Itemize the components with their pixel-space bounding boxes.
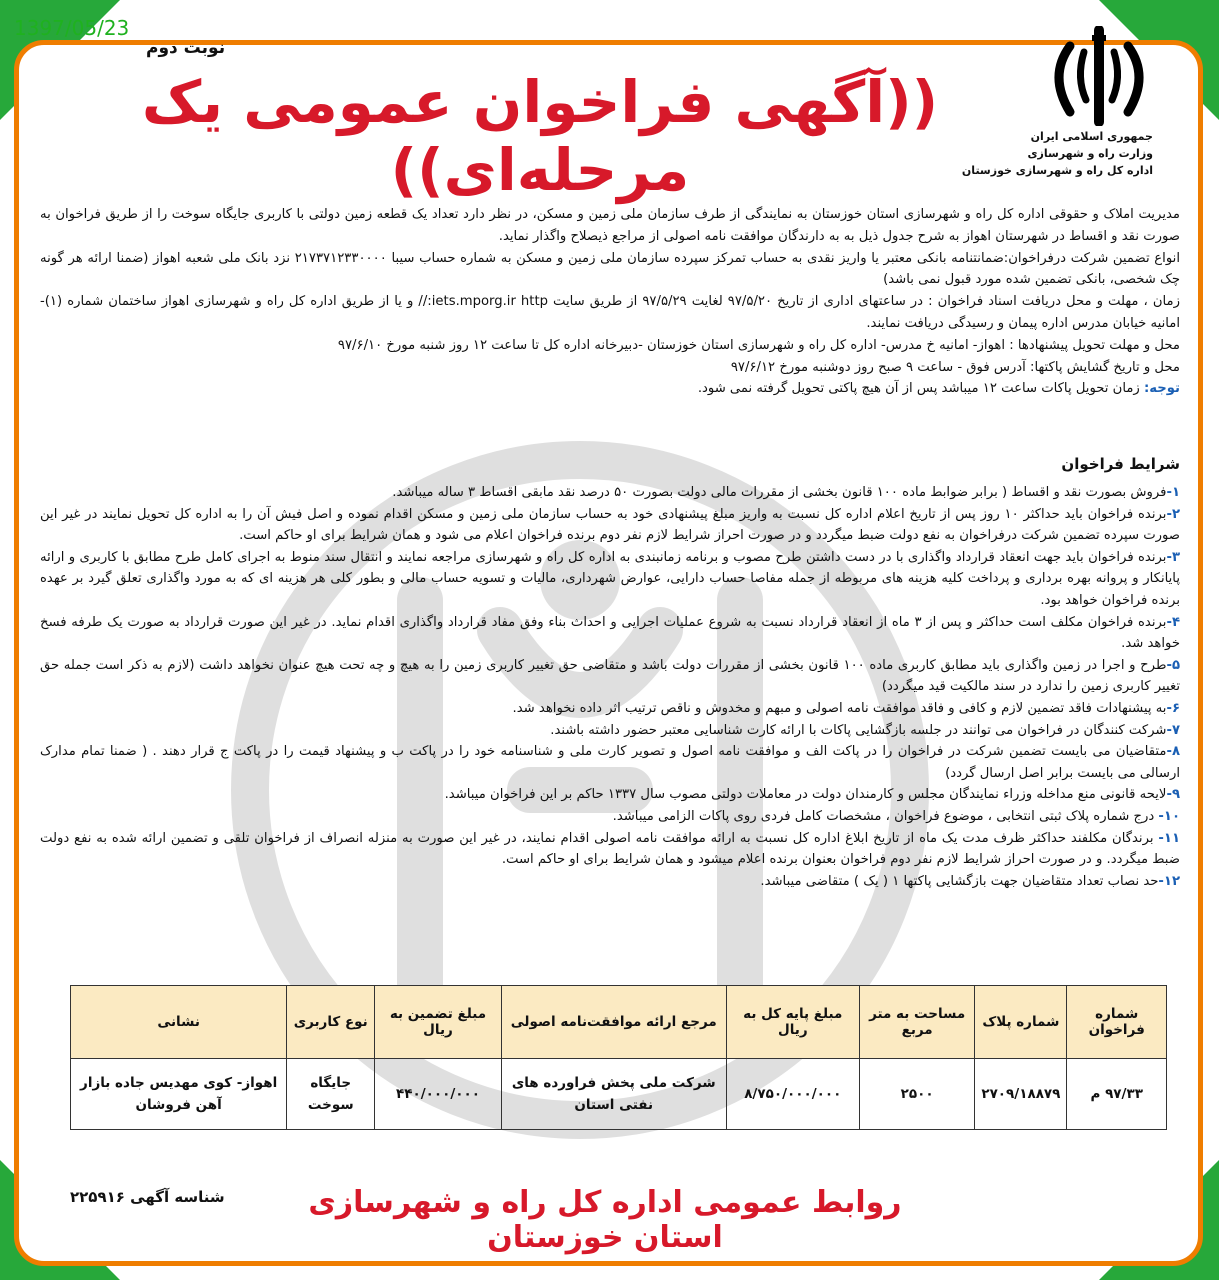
footer-title: روابط عمومی اداره کل راه و شهرسازی استان خوزستان bbox=[308, 1185, 902, 1255]
conditions-title: شرایط فراخوان bbox=[1061, 455, 1180, 473]
ministry-line-2: وزارت راه و شهرسازی bbox=[1027, 147, 1153, 160]
condition-number: ۲- bbox=[1166, 506, 1181, 522]
intro-paragraph-3: زمان ، مهلت و محل دریافت اسناد فراخوان : در ساعتهای اداری از تاریخ ۹۷/۵/۲۰ لغایت ۹۷/۵/۲۹ از طریق سایت iets.mporg.ir http:// و یا از طریق اداره کل راه و شهرسازی اهواز ساختمان شماره (۱)- امانیه خیابان مدرس اداره پیمان و رسیدگی دریافت نمایند. bbox=[40, 294, 1180, 331]
intro-paragraph-5: محل و تاریخ گشایش پاکتها: آدرس فوق - ساعت ۹ صبح روز دوشنبه مورخ ۹۷/۶/۱۲ bbox=[730, 359, 1180, 375]
condition-text: برنده فراخوان باید جهت انعقاد قرارداد واگذاری با در دست داشتن طرح مصوب و برنامه زمانبندی به اداره کل راه و شهرسازی مراجعه نمایند و انتقال سند منوط به اجرای کامل طرح مطابق با کاربری و ارائه پایانکار و پروانه بهره برداری و پرداخت کلیه هزینه های مربوطه از جمله مفاصا حساب دارایی، عوارض شهرداری، مالیات و تسویه حساب مالی و بطور کلی هر هزینه ای که به مورد واگذاری تعلق گیرد بر عهده برنده فراخوان خواهد بود. bbox=[40, 549, 1180, 608]
condition-text: متقاضیان می بایست تضمین شرکت در فراخوان را در پاکت الف و موافقت نامه اصول و تصویر کارت ملی و شناسنامه خود را در پاکت ب و پیشنهاد قیمت را در پاکت ج قرار دهند . ( ضمنا تمام مدارک ارسالی می بایست برابر اصل ارسال گردد) bbox=[40, 744, 1180, 781]
cell-address: اهواز- کوی مهدیس جاده بازار آهن فروشان bbox=[71, 1059, 287, 1130]
condition-text: درج شماره پلاک ثبتی انتخابی ، موضوع فراخوان ، مشخصات کامل فردی روی پاکات الزامی میباشد. bbox=[612, 808, 1159, 824]
date-stamp: 1397/05/23 bbox=[14, 16, 130, 40]
condition-item bbox=[40, 547, 1180, 612]
condition-number: ۱۰- bbox=[1158, 808, 1180, 824]
condition-text: شرکت کنندگان در فراخوان می توانند در جلسه بازگشایی پاکات با ارائه کارت شناسایی معتبر حضور داشته باشند. bbox=[550, 722, 1167, 738]
condition-item bbox=[40, 720, 1180, 742]
cell-base-price: ۸/۷۵۰/۰۰۰/۰۰۰ bbox=[726, 1059, 859, 1130]
publication-turn: نوبت دوم bbox=[146, 38, 226, 58]
condition-item bbox=[40, 871, 1180, 893]
header-address: نشانی bbox=[71, 986, 287, 1059]
cell-usage: جایگاه سوخت bbox=[287, 1059, 375, 1130]
condition-item bbox=[40, 806, 1180, 828]
condition-number: ۹- bbox=[1166, 787, 1180, 803]
condition-number: ۴- bbox=[1166, 614, 1180, 630]
ad-id: شناسه آگهی ۲۲۵۹۱۶ bbox=[70, 1188, 225, 1206]
header-guarantee: مبلغ تضمین به ریال bbox=[375, 986, 502, 1059]
cell-area: ۲۵۰۰ bbox=[859, 1059, 974, 1130]
condition-item bbox=[40, 828, 1180, 871]
note-text: زمان تحویل پاکات ساعت ۱۲ میباشد پس از آن هیچ پاکتی تحویل گرفته نمی شود. bbox=[697, 381, 1144, 397]
header-call-number: شماره فراخوان bbox=[1067, 986, 1167, 1059]
condition-item bbox=[40, 504, 1180, 547]
condition-number: ۱۱- bbox=[1158, 830, 1180, 846]
header-area: مساحت به متر مربع bbox=[859, 986, 974, 1059]
intro-note bbox=[40, 378, 1180, 400]
condition-number: ۱- bbox=[1166, 485, 1180, 500]
condition-item bbox=[40, 612, 1180, 655]
land-table bbox=[70, 985, 1167, 1130]
condition-text: برندگان مکلفند حداکثر ظرف مدت یک ماه از تاریخ ابلاغ اداره کل نسبت به ارائه موافقت نامه اصولی اقدام نمایند، در غیر این صورت به منزله انصراف از فراخوان تلقی و تضمین ارائه شده به نفع دولت ضبط میگردد. و در صورت احراز شرایط لازم نفر دوم فراخوان بعنوان برنده اعلام میشود و همان شرایط برای او حاکم است. bbox=[40, 830, 1180, 868]
intro-section bbox=[40, 204, 1180, 400]
conditions-list bbox=[40, 482, 1180, 892]
condition-item bbox=[40, 784, 1180, 806]
header-usage: نوع کاربری bbox=[287, 986, 375, 1059]
table-header-row bbox=[71, 986, 1167, 1059]
header-approval-authority: مرجع ارائه موافقت‌نامه اصولی bbox=[501, 986, 726, 1059]
cell-call-number: ۹۷/۳۳ م bbox=[1067, 1059, 1167, 1130]
cell-approval-authority: شرکت ملی پخش فراورده های نفتی استان bbox=[501, 1059, 726, 1130]
condition-text: برنده فراخوان باید حداکثر ۱۰ روز پس از تاریخ اعلام اداره کل نسبت به واریز مبلغ پیشنهادی خود به حساب سازمان ملی زمین و مسکن اقدام نموده و اصل فیش آن را به اداره کل تحویل نمایند در غیر این صورت سپرده تضمین شرکت درفراخوان به نفع دولت ضبط میگردد و در صورت احراز شرایط لازم نفر دوم برنده فراخوان اعلام می شود و همان شرایط برای او حاکم است. bbox=[40, 506, 1180, 544]
header-base-price: مبلغ پایه کل به ریال bbox=[726, 986, 859, 1059]
cell-plot-number: ۲۷۰۹/۱۸۸۷۹ bbox=[975, 1059, 1067, 1130]
condition-text: حد نصاب تعداد متقاضیان جهت بازگشایی پاکتها ۱ ( یک ) متقاضی میباشد. bbox=[760, 873, 1159, 889]
table-row bbox=[71, 1059, 1167, 1130]
condition-number: ۱۲- bbox=[1158, 873, 1180, 889]
condition-text: به پیشنهادات فاقد تضمین لازم و کافی و فاقد موافقت نامه اصولی و مبهم و مخدوش و ناقص ترتیب اثر داده نخواهد شد. bbox=[512, 700, 1167, 716]
ministry-line-1: جمهوری اسلامی ایران bbox=[1030, 130, 1153, 143]
intro-paragraph-4: محل و مهلت تحویل پیشنهادها : اهواز- امانیه خ مدرس- اداره کل راه و شهرسازی استان خوزستان -دبیرخانه اداره کل تا ساعت ۱۲ روز شنبه مورخ ۹۷/۶/۱۰ bbox=[337, 337, 1180, 353]
intro-paragraph-1: مدیریت املاک و حقوقی اداره کل راه و شهرسازی استان خوزستان به نمایندگی از طرف سازمان ملی زمین و مسکن، در نظر دارد تعداد یک قطعه زمین دولتی با کاربری جایگاه سوخت را از طریق فراخوان به صورت نقد و اقساط در شهرستان اهواز به شرح جدول ذیل به به دارندگان موافقت نامه اصولی از مراجع ذیصلاح واگذار نماید. bbox=[40, 207, 1180, 244]
page-title: ((آگهی فراخوان عمومی یک مرحله‌ای)) bbox=[141, 68, 939, 204]
condition-item bbox=[40, 698, 1180, 720]
condition-item bbox=[40, 482, 1180, 504]
condition-number: ۸- bbox=[1166, 744, 1180, 760]
condition-text: طرح و اجرا در زمین واگذاری باید مطابق کاربری ماده ۱۰۰ قانون بخشی از مقررات دولت باشد و متقاضی حق تغییر کاربری زمین را به هیچ و چه تحت هیچ عنوان نخواهد داشت (لازم به ذکر است جمله حق تغییر کاربری زمین را ندارد در سند مالکیت قید میگردد) bbox=[40, 657, 1180, 695]
intro-paragraph-2: انواع تضمین شرکت درفراخوان:ضمانتنامه بانکی معتبر یا واریز نقدی به حساب تمرکز سپرده سازمان ملی زمین و مسکن به شماره حساب سیبا ۲۱۷۳۷۱۲۳۳۰۰۰۰ نزد بانک ملی شعبه اهواز (ضمنا ارائه هر گونه چک شخصی، بانکی تضمین شده مورد قبول نمی باشد) bbox=[40, 250, 1180, 288]
condition-number: ۶- bbox=[1166, 700, 1180, 716]
condition-text: لایحه قانونی منع مداخله وزراء نمایندگان مجلس و کارمندان دولت در معاملات دولتی مصوب سال ۱۳۳۷ حاکم بر این فراخوان میباشد. bbox=[444, 787, 1167, 803]
condition-item bbox=[40, 655, 1180, 698]
note-key: توجه: bbox=[1144, 381, 1180, 397]
condition-item bbox=[40, 741, 1180, 784]
condition-text: فروش بصورت نقد و اقساط ( برابر ضوابط ماده ۱۰۰ قانون بخشی از مقررات مالی دولت بصورت ۵۰ درصد نقد مابقی اقساط ۳ ساله میباشد. bbox=[392, 485, 1167, 500]
condition-number: ۷- bbox=[1166, 722, 1180, 738]
condition-number: ۵- bbox=[1166, 657, 1180, 673]
header-plot-number: شماره پلاک bbox=[975, 986, 1067, 1059]
condition-text: برنده فراخوان مکلف است حداکثر و پس از ۳ ماه از انعقاد قرارداد نسبت به شروع عملیات اجرایی و احداث بناء وفق مفاد قرارداد واگذاری اقدام نماید. در غیر این صورت قرارداد به صورت یک طرفه فسخ خواهد شد. bbox=[40, 614, 1180, 652]
cell-guarantee: ۴۴۰/۰۰۰/۰۰۰ bbox=[375, 1059, 502, 1130]
iran-emblem-icon bbox=[1040, 26, 1158, 126]
ministry-line-3: اداره کل راه و شهرسازی خوزستان bbox=[961, 164, 1153, 177]
condition-number: ۳- bbox=[1166, 549, 1180, 565]
